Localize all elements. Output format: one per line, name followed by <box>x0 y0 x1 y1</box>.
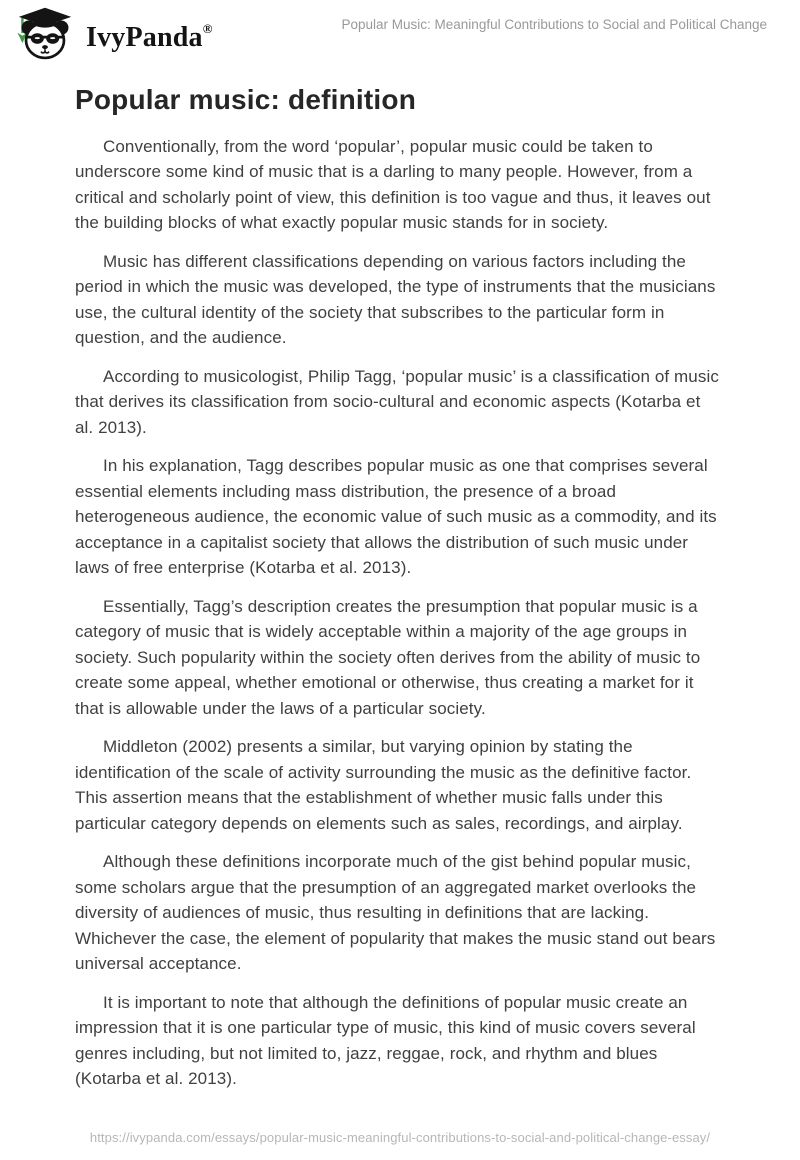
page-header <box>0 0 800 62</box>
article-paragraph: It is important to note that although the definitions of popular music create an impression that it is one particular type of music, this kind of music covers several genres including, but not limited to, jazz, reggae, rock, and rhythm and blues (Kotarba et al. 2013). <box>75 992 696 1089</box>
article-paragraph: Although these definitions incorporate much of the gist behind popular music, some scholars argue that the presumption of an aggregated market overlooks the diversity of audiences of music, thus resulting in definitions that are lacking. Whichever the case, the element of popularity that makes the music stand out bears universal acceptance. <box>75 852 716 974</box>
panda-graduation-cap-icon <box>13 6 77 62</box>
article-paragraph: Conventionally, from the word ‘popular’, popular music could be taken to underscore some kind of music that is a darling to many people. However, from a critical and scholarly point of view, this definition is too vague and thus, it leaves out the building blocks of what exactly popular music stands for in society. <box>75 136 711 233</box>
header-document-title: Popular Music: Meaningful Contributions to Social and Political Change <box>341 17 767 32</box>
registered-mark: ® <box>202 21 213 36</box>
page-footer <box>0 1129 800 1160</box>
article-paragraph: According to musicologist, Philip Tagg, ‘popular music’ is a classification of music that derives its classification from socio-cultural and economic aspects (Kotarba et al. 2013). <box>75 366 719 437</box>
source-url: https://ivypanda.com/essays/popular-music-meaningful-contributions-to-social-and-political-change-essay/ <box>89 1130 711 1145</box>
article-paragraph: Essentially, Tagg’s description creates the presumption that popular music is a category of music that is widely acceptable within a majority of the age groups in society. Such popularity within the society often derives from the ability of music to create some appeal, whether emotional or otherwise, thus creating a market for it that is allowable under the laws of a particular society. <box>75 596 701 718</box>
article-body <box>0 62 800 1105</box>
article-paragraph: Middleton (2002) presents a similar, but varying opinion by stating the identification of the scale of activity surrounding the music as the definitive factor. This assertion means that the establishment of whether music falls under this particular category depends on elements such as sales, recordings, and airplay. <box>75 737 692 833</box>
article-paragraph: Music has different classifications depending on various factors including the period in which the music was developed, the type of instruments that the musicians use, the cultural identity of the society that subscribes to the particular form in question, and the audience. <box>75 251 716 348</box>
brand <box>13 6 213 62</box>
brand-name: IvyPanda® <box>86 21 213 53</box>
article-heading: Popular music: definition <box>75 84 417 115</box>
article-paragraph: In his explanation, Tagg describes popular music as one that comprises several essential elements including mass distribution, the presence of a broad heterogeneous audience, the economic value of such music as a commodity, and its acceptance in a capitalist society that allows the distribution of such music under laws of free enterprise (Kotarba et al. 2013). <box>75 456 717 578</box>
